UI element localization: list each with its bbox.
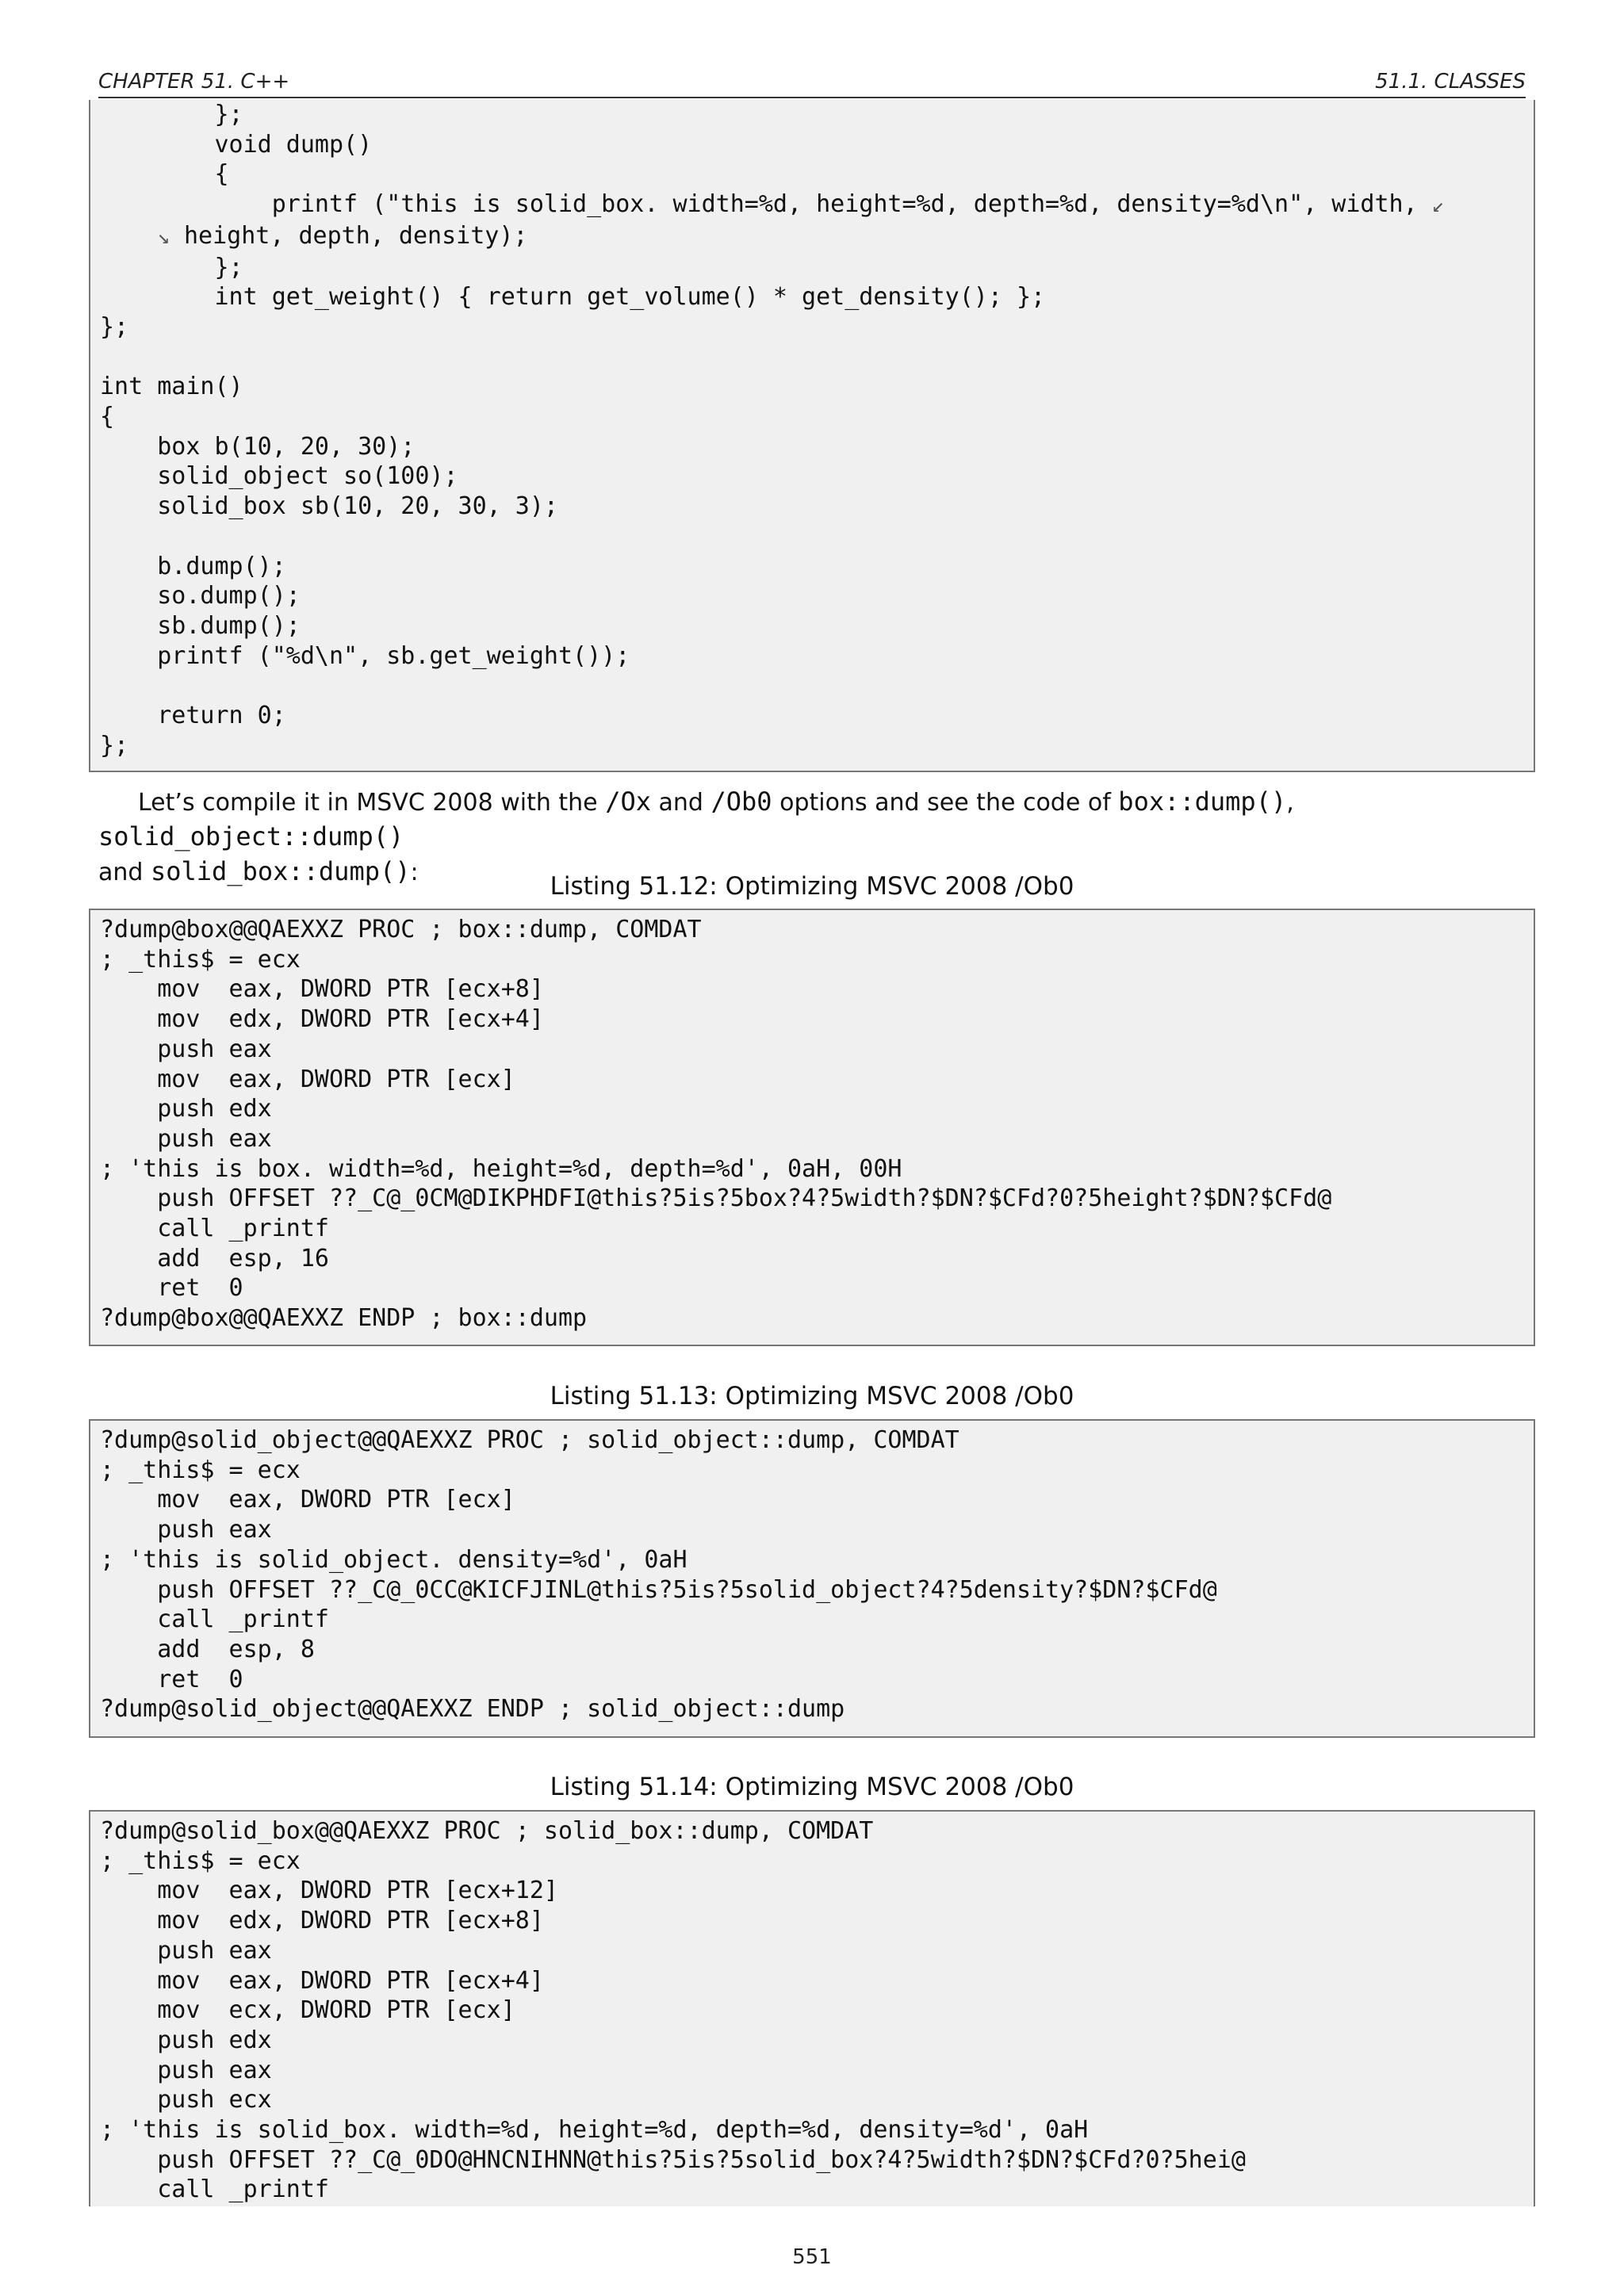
code-line: mov edx, DWORD PTR [ecx+8] bbox=[100, 1907, 544, 1935]
inline-code: /Ox bbox=[605, 786, 651, 817]
para-text: : bbox=[410, 859, 419, 886]
code-line: ret 0 bbox=[100, 1274, 243, 1303]
inline-code: box::dump() bbox=[1118, 786, 1287, 817]
para-text: , bbox=[1286, 789, 1294, 817]
code-block bbox=[90, 910, 1534, 1334]
code-listing-asm bbox=[89, 909, 1535, 1346]
code-line: void dump() bbox=[100, 130, 373, 159]
page-number: 551 bbox=[792, 2245, 832, 2269]
code-line: push eax bbox=[100, 1124, 272, 1153]
line-wrap-icon: ↙ bbox=[1431, 193, 1445, 218]
code-line: b.dump(); bbox=[100, 552, 286, 580]
code-line: }; bbox=[100, 101, 243, 128]
inline-code: /Ob0 bbox=[710, 786, 772, 817]
code-line bbox=[100, 522, 1534, 552]
code-line: }; bbox=[100, 253, 243, 281]
code-line: push eax bbox=[100, 2056, 272, 2084]
code-listing-asm bbox=[89, 1810, 1535, 2206]
code-line: }; bbox=[100, 731, 129, 760]
listing-caption: Listing 51.14: Optimizing MSVC 2008 /Ob0 bbox=[550, 1773, 1074, 1801]
page-header bbox=[98, 65, 1526, 98]
code-line: push eax bbox=[100, 1035, 272, 1063]
code-line: { bbox=[100, 160, 229, 189]
code-block bbox=[90, 1812, 1534, 2205]
code-listing-cpp bbox=[89, 100, 1535, 772]
code-line: ; _this$ = ecx bbox=[100, 945, 301, 974]
code-line: ; 'this is solid_box. width=%d, height=%d, depth=%d, density=%d', 0aH bbox=[100, 2116, 1089, 2145]
code-block bbox=[90, 1421, 1534, 1724]
code-block bbox=[90, 100, 1534, 760]
code-line: add esp, 8 bbox=[100, 1635, 315, 1663]
code-line: int get_weight() { return get_volume() * get_density(); }; bbox=[100, 283, 1046, 312]
code-listing-asm bbox=[89, 1419, 1535, 1738]
code-line: int main() bbox=[100, 373, 243, 401]
code-line: add esp, 16 bbox=[100, 1244, 329, 1272]
code-line: push eax bbox=[100, 1936, 272, 1965]
code-line: return 0; bbox=[100, 702, 286, 730]
code-line: ; 'this is box. width=%d, height=%d, depth=%d', 0aH, 00H bbox=[100, 1154, 902, 1183]
inline-code: solid_box::dump() bbox=[150, 856, 411, 886]
section-title: 51.1. CLASSES bbox=[1375, 70, 1526, 94]
code-line: ↘ height, depth, density); bbox=[157, 221, 528, 250]
code-line: box b(10, 20, 30); bbox=[100, 432, 416, 461]
code-line: printf ("this is solid_box. width=%d, height=%d, depth=%d, density=%d\n", width, ↙ bbox=[100, 190, 1445, 219]
code-line: ret 0 bbox=[100, 1665, 243, 1693]
code-line: mov eax, DWORD PTR [ecx] bbox=[100, 1065, 515, 1093]
code-line: mov eax, DWORD PTR [ecx] bbox=[100, 1486, 515, 1514]
code-line: printf ("%d\n", sb.get_weight()); bbox=[100, 641, 630, 670]
code-line: push eax bbox=[100, 1516, 272, 1544]
code-line: sb.dump(); bbox=[100, 611, 301, 640]
code-line: ?dump@solid_box@@QAEXXZ PROC ; solid_box::dump, COMDAT bbox=[100, 1817, 874, 1845]
listing-caption: Listing 51.13: Optimizing MSVC 2008 /Ob0 bbox=[550, 1382, 1074, 1410]
inline-code: solid_object::dump() bbox=[98, 821, 404, 851]
listing-caption: Listing 51.12: Optimizing MSVC 2008 /Ob0 bbox=[550, 872, 1074, 901]
code-line: }; bbox=[100, 312, 129, 341]
code-line: call _printf bbox=[100, 1605, 329, 1634]
code-line: push OFFSET ??_C@_0CM@DIKPHDFI@this?5is?5box?4?5width?$DN?$CFd?0?5height?$DN?$CFd@ bbox=[100, 1184, 1332, 1213]
code-line: mov eax, DWORD PTR [ecx+8] bbox=[100, 975, 544, 1004]
code-line: ; _this$ = ecx bbox=[100, 1456, 301, 1484]
chapter-title: CHAPTER 51. C++ bbox=[98, 70, 290, 94]
code-line: mov eax, DWORD PTR [ecx+12] bbox=[100, 1877, 558, 1905]
code-line: { bbox=[100, 403, 115, 431]
para-text: options and see the code of bbox=[772, 789, 1119, 817]
para-text: and bbox=[650, 789, 711, 817]
code-line bbox=[100, 671, 1534, 701]
code-line: push ecx bbox=[100, 2086, 272, 2114]
code-line: ?dump@box@@QAEXXZ PROC ; box::dump, COMDAT bbox=[100, 916, 702, 943]
code-line: call _printf bbox=[100, 1215, 329, 1243]
code-line: mov eax, DWORD PTR [ecx+4] bbox=[100, 1966, 544, 1995]
code-line: so.dump(); bbox=[100, 582, 301, 610]
code-line: push OFFSET ??_C@_0DO@HNCNIHNN@this?5is?5solid_box?4?5width?$DN?$CFd?0?5hei@ bbox=[100, 2145, 1246, 2174]
code-line: ?dump@solid_object@@QAEXXZ PROC ; solid_object::dump, COMDAT bbox=[100, 1426, 959, 1454]
code-line: call _printf bbox=[100, 2175, 329, 2204]
code-line: solid_object so(100); bbox=[100, 462, 458, 491]
code-line bbox=[100, 342, 1534, 373]
code-line: mov edx, DWORD PTR [ecx+4] bbox=[100, 1005, 544, 1034]
code-line: mov ecx, DWORD PTR [ecx] bbox=[100, 1996, 515, 2025]
para-text: and bbox=[98, 859, 151, 886]
code-line: push edx bbox=[100, 2026, 272, 2054]
code-line: ; _this$ = ecx bbox=[100, 1846, 301, 1875]
code-line: ?dump@solid_object@@QAEXXZ ENDP ; solid_object::dump bbox=[100, 1695, 845, 1724]
para-text: Let’s compile it in MSVC 2008 with the bbox=[138, 789, 606, 817]
code-line: ; 'this is solid_object. density=%d', 0aH bbox=[100, 1545, 688, 1574]
line-continuation-icon: ↘ bbox=[157, 224, 170, 249]
code-line: solid_box sb(10, 20, 30, 3); bbox=[100, 492, 558, 521]
code-line: push OFFSET ??_C@_0CC@KICFJINL@this?5is?5solid_object?4?5density?$DN?$CFd@ bbox=[100, 1575, 1217, 1604]
code-line: ?dump@box@@QAEXXZ ENDP ; box::dump bbox=[100, 1304, 588, 1333]
code-line: push edx bbox=[100, 1095, 272, 1123]
